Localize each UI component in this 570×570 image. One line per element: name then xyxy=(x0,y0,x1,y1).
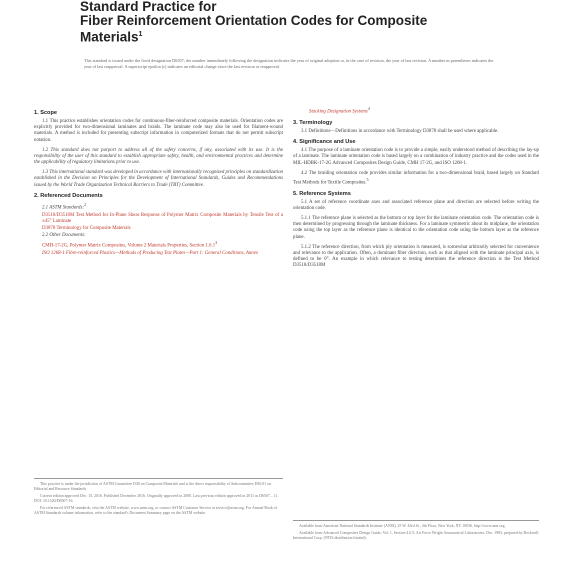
astm-label-text: 2.1 ASTM Standards: xyxy=(42,205,84,211)
footnote-1b: Current edition approved Dec. 15, 2016. Published December 2016. Originally approved in 2000. Last previous edition approved in 2011 as D6507 – 11. DOI: 10.1520/D6507-16. xyxy=(34,493,279,503)
para-3-1: 3.1 Definitions—Definitions in accordance with Terminology D3878 shall be used where applicable. xyxy=(301,128,499,134)
para-4-2-text: 4.2 The braiding orientation code provides similar information for a two-dimensional braid, based largely on Standard Test Methods for Textile Composites. xyxy=(293,170,539,186)
section-terminology-heading: 3. Terminology xyxy=(293,119,333,126)
astm-footnote-mark: 2 xyxy=(83,201,87,207)
para-4-2-mark: 5 xyxy=(366,176,369,182)
para-4-2 xyxy=(293,171,539,187)
section-scope-heading: 1. Scope xyxy=(34,110,58,116)
reference-cmh17-text[interactable]: CMH-17-2G, Polymer Matrix Composites, Volume 2 Materials Properties, Section 1.6.1 xyxy=(42,243,216,249)
footnote-4: Available from Advanced Composites Design Guide, Vol. 1, Section 4.0.5, Air Force Wright Aeronautical Laboratories, Dec. 1983, prepared by Rockwell International Corp. (NTIS distribution limited). xyxy=(293,530,539,540)
astm-references xyxy=(42,202,283,257)
title-line-1: Standard Practice for xyxy=(80,0,217,14)
para-4-1: 4.1 The purpose of a laminate orientation code is to provide a simple, easily understood method of describing the lay-up of a laminate. The laminate orientation code is based largely on a combination of industry practice and the codes used in the MIL-HDBK-17-2G Advanced Composites Design Guide, CMH 17-2G, and ISO 1268-1. xyxy=(293,148,539,166)
other-docs-label: 2.2 Other Documents: xyxy=(42,233,86,239)
designation-note: This standard is issued under the fixed designation D6507; the number immediately following the designation indicates the year of original adoption or, in the case of revision, the year of last revision. A number in parentheses indicates the year of last reapproval. A superscript epsilon (ε) indicates an editorial change since the last revision or reapproval. xyxy=(84,58,494,69)
title-line-3 xyxy=(80,28,500,45)
reference-d3518-link[interactable]: D3518/D3518M Test Method for In-Plane Shear Response of Polymer Matrix Composite Materials by Tensile Test of a ±45° Laminate xyxy=(42,212,283,224)
footnote-3: Available from American National Standards Institute (ANSI), 25 W. 43rd St., 4th Floor, New York, NY 10036, http://www.ansi.org. xyxy=(299,524,506,528)
reference-cont-mark: 4 xyxy=(367,106,370,111)
para-5-1-1: 5.1.1 The reference plane is selected as the bottom or top layer for the laminate orientation code. The orientation code is then determined by progressing through the laminate thickness. For a laminate symmetric about its midplane, the orientation code using the top layer as the reference plane is identical to the orientation code using the bottom layer as the reference plane. xyxy=(293,216,539,240)
reference-d3878-link[interactable]: D3878 Terminology for Composite Materials xyxy=(42,225,131,231)
title-footnote-mark: 1 xyxy=(138,31,143,38)
right-column xyxy=(293,106,539,273)
astm-label xyxy=(42,202,283,212)
para-1-3: 1.3 This international standard was developed in accordance with internationally recognized principles on standardization established in the Decision on Principles for the Development of International Standards, Guides and Recommendations issued by the World Trade Organization Technical Barriers to Trade (TBT) Committee. xyxy=(34,170,283,188)
para-1-1: 1.1 This practice establishes orientation codes for continuous-fiber-reinforced composite materials. Orientation codes are explicitly provided for two-dimensional laminates and braids. The laminate code may also be used for filament-wound materials. A method is included for presenting subscript information in computerized formats that do not permit subscript notation. xyxy=(34,119,283,143)
reference-iso1268-link[interactable]: ISO 1268-1 Fibre-reinforced Plastics—Methods of Producing Test Plates—Part 1: General Conditions, Annex xyxy=(42,251,259,257)
footnote-1: This practice is under the jurisdiction of ASTM Committee D30 on Composite Materials and is the direct responsibility of Subcommittee D30.01 on Editorial and Resource Standards. xyxy=(34,482,272,491)
section-references-heading: 2. Referenced Documents xyxy=(34,192,103,199)
para-5-1: 5.1 A set of reference coordinate axes and associated reference plane and direction are selected before writing the orientation code. xyxy=(293,199,539,211)
title-line-3-text: Materials xyxy=(80,29,139,45)
reference-cmh17-mark: 3 xyxy=(215,240,218,246)
document-title xyxy=(80,0,500,45)
section-reference-systems-heading: 5. Reference Systems xyxy=(293,190,351,197)
footnote-2: For referenced ASTM standards, visit the ASTM website, www.astm.org, or contact ASTM Customer Service at service@astm.org. For Annual Book of ASTM Standards volume information, refer to the standard's Document Summary page on the ASTM website. xyxy=(34,505,278,515)
left-column xyxy=(34,106,283,261)
footnotes-right xyxy=(293,520,539,543)
reference-cmh17 xyxy=(42,240,283,250)
para-5-1-2: 5.1.2 The reference direction, from which ply orientation is measured, is somewhat arbitrarily selected for convenience and relevance to the application. Often, a dominant fiber direction, such as that aligned with the laminate principal axis, is defined to be 0°. An example in which relevance to testing determines the reference direction is the Test Method D3518/D3518M xyxy=(293,244,539,269)
footnotes-left xyxy=(34,478,283,517)
reference-cont-text[interactable]: Stacking Designation Systems xyxy=(309,109,368,115)
para-1-2: 1.2 This standard does not purport to address all of the safety concerns, if any, associated with its use. It is the responsibility of the user of this standard to establish appropriate safety, health, and environmental practices and determine the applicability of regulatory limitations prior to use. xyxy=(34,147,283,166)
reference-cont xyxy=(309,106,539,116)
title-line-2: Fiber Reinforcement Orientation Codes for Composite xyxy=(80,13,428,28)
section-significance-heading: 4. Significance and Use xyxy=(293,139,356,146)
